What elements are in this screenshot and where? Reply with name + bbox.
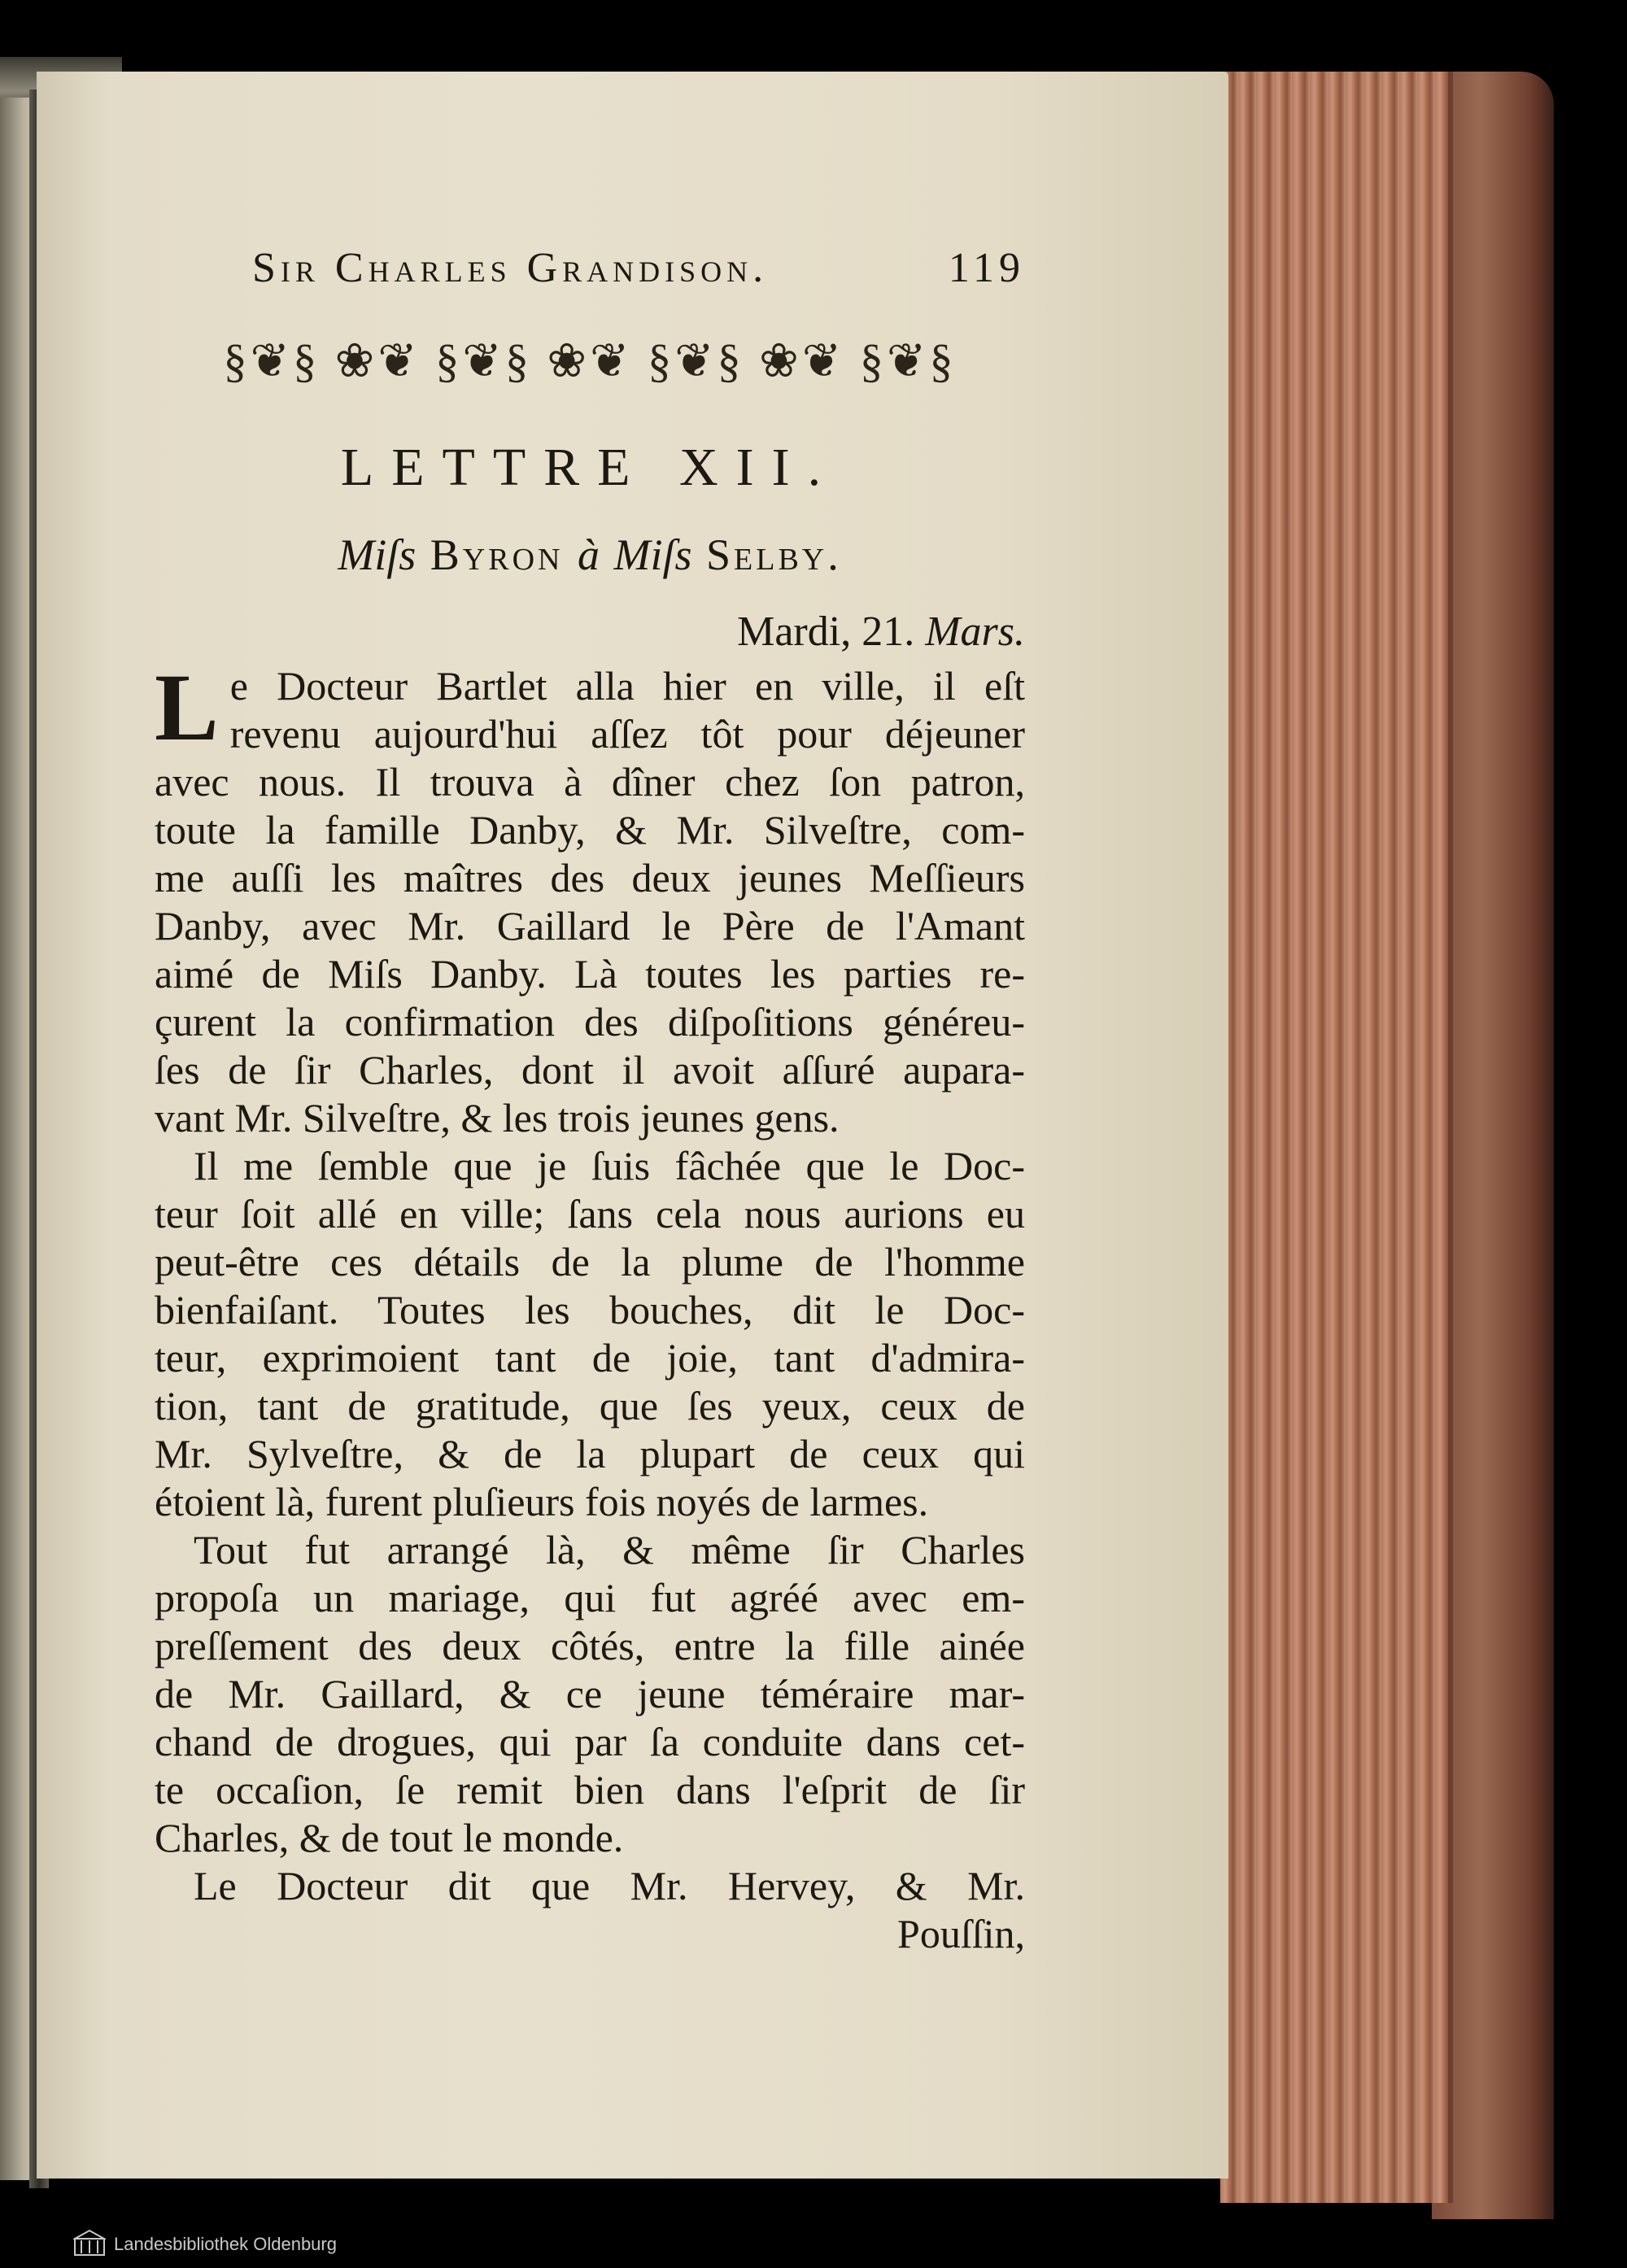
text-line: çurent la confirmation des diſpoſitions généreu- [155, 999, 1025, 1045]
text-line: vant Mr. Silveſtre, & les trois jeunes gens. [155, 1095, 840, 1141]
text-line: e Docteur Bartlet alla hier en ville, il eſt [229, 663, 1025, 709]
library-name: Landesbibliothek Oldenburg [114, 2234, 337, 2254]
paragraph-4 [155, 1862, 1025, 1910]
text-line: ſes de ſir Charles, dont il avoit aſſuré aupara- [155, 1047, 1025, 1093]
text-line: preſſement des deux côtés, entre la fille ainée [155, 1623, 1025, 1668]
page-block-fore-edge [1220, 72, 1453, 2203]
text-line: de Mr. Gaillard, & ce jeune téméraire mar- [155, 1671, 1025, 1716]
catchword: Pouſſin, [897, 1911, 1025, 1956]
sender-prefix: Miſs [338, 530, 417, 579]
to-word: à [577, 530, 600, 579]
text-line: Charles, & de tout le monde. [155, 1815, 624, 1860]
text-line: toute la famille Danby, & Mr. Silveſtre, com- [155, 807, 1025, 853]
text-line: étoient là, furent pluſieurs fois noyés de larmes. [155, 1479, 929, 1524]
running-head-title: Sir Charles Grandison. [252, 245, 769, 291]
text-line: Mr. Sylveſtre, & de la plupart de ceux qui [155, 1431, 1025, 1476]
page-text [155, 244, 1025, 1957]
text-line: tion, tant de gratitude, que ſes yeux, ceux de [155, 1383, 1025, 1428]
paragraph-2 [155, 1142, 1025, 1526]
text-line: chand de drogues, qui par ſa conduite dans cet- [155, 1719, 1025, 1764]
text-line: teur, exprimoient tant de joie, tant d'admira- [155, 1335, 1025, 1380]
running-head [252, 244, 1025, 292]
text-line: Danby, avec Mr. Gaillard le Père de l'Amant [155, 903, 1025, 949]
recipient-name: Selby. [705, 530, 842, 579]
date-month: Mars. [925, 608, 1025, 655]
text-line: Le Docteur dit que Mr. Hervey, & Mr. [194, 1863, 1025, 1908]
text-line: Tout fut arrangé là, & même ſir Charles [194, 1527, 1025, 1572]
text-line: revenu aujourd'hui aſſez tôt pour déjeuner [229, 711, 1025, 757]
dateline [155, 608, 1025, 656]
text-line: teur ſoit allé en ville; ſans cela nous aurions eu [155, 1191, 1025, 1236]
date-day: Mardi, 21. [737, 608, 915, 655]
library-building-icon [73, 2229, 106, 2257]
text-line: peut-être ces détails de la plume de l'homme [155, 1239, 1025, 1284]
paragraph-3 [155, 1526, 1025, 1862]
drop-cap: L [155, 654, 219, 761]
text-line: me auſſi les maîtres des deux jeunes Meſſieurs [155, 855, 1025, 901]
text-line: Il me ſemble que je ſuis fâchée que le Doc- [194, 1143, 1025, 1189]
footer-bar [0, 2219, 1627, 2268]
text-line: avec nous. Il trouva à dîner chez ſon patron, [155, 759, 1025, 805]
text-line: propoſa un mariage, qui fut agréé avec em- [155, 1575, 1025, 1620]
page-number: 119 [948, 245, 1025, 291]
letter-salutation [155, 530, 1025, 580]
letter-title: LETTRE XII. [340, 438, 840, 497]
recipient-prefix: Miſs [613, 530, 692, 579]
sender-name: Byron [430, 530, 564, 579]
paragraph-1 [155, 654, 1025, 1142]
ornament-band: §❦§ ❀❦ §❦§ ❀❦ §❦§ ❀❦ §❦§ [223, 334, 957, 387]
text-line: bienfaiſant. Toutes les bouches, dit le Doc- [155, 1287, 1025, 1332]
text-line: te occaſion, ſe remit bien dans l'eſprit de ſir [155, 1767, 1025, 1812]
text-line: aimé de Miſs Danby. Là toutes les parties re- [155, 951, 1025, 997]
